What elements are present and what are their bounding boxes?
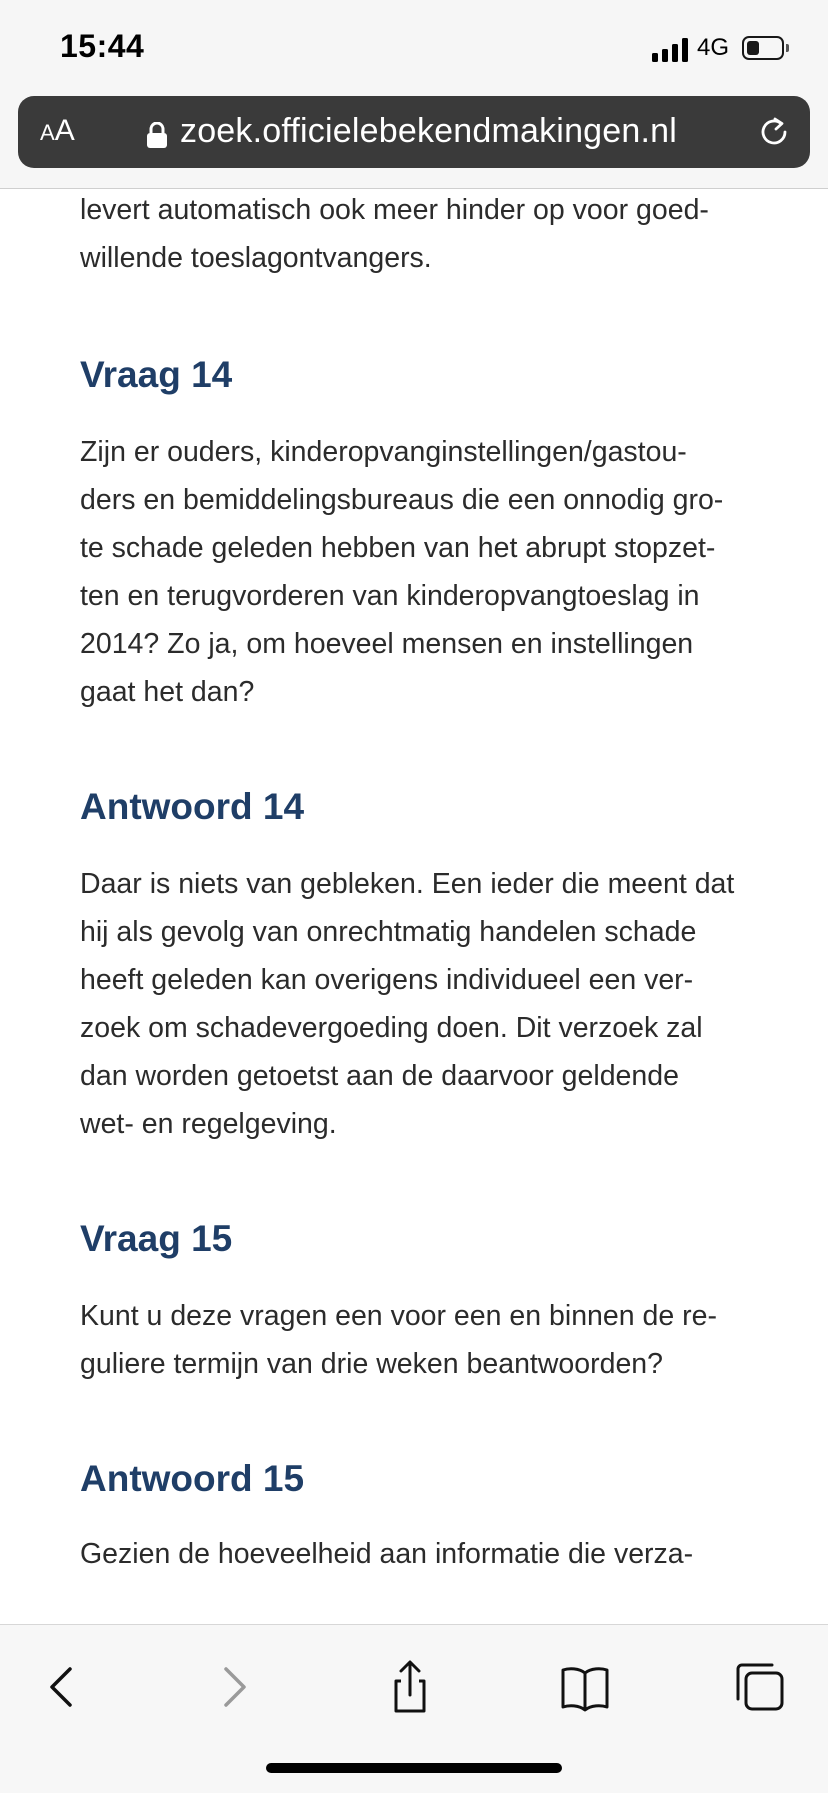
network-label: 4G — [697, 34, 730, 61]
reload-icon[interactable] — [756, 114, 792, 150]
back-icon[interactable] — [32, 1659, 92, 1715]
vraag-14-text: Zijn er ouders, kinderopvanginstellingen/gastou- ders en bemiddelingsbureaus die een onnodig gro- te schade geleden hebben van het abrupt stopzet- ten en terugvorderen van kinderopvangtoeslag in 2014? Zo ja, om hoeveel mensen en instellingen gaat het dan? — [80, 436, 724, 708]
intro-paragraph: levert automatisch ook meer hinder op voor goed- willende toeslagontvangers. — [80, 194, 709, 274]
reader-settings-button[interactable]: AA — [40, 114, 75, 147]
book-icon[interactable] — [555, 1659, 615, 1715]
document-content — [80, 170, 760, 1578]
forward-icon[interactable] — [204, 1659, 264, 1715]
vraag-15-text: Kunt u deze vragen een voor een en binnen de re- guliere termijn van drie weken beantwoorden? — [80, 1300, 717, 1380]
antwoord-14-text: Daar is niets van gebleken. Een ieder die meent dat hij als gevolg van onrechtmatig handelen schade heeft geleden kan overigens individueel een ver- zoek om schadevergoeding doen. Dit verzoek zal dan worden getoetst aan de daarvoor geldende wet- en regelgeving. — [80, 868, 735, 1140]
antwoord-15-text: Gezien de hoeveelheid aan informatie die verza- — [80, 1538, 694, 1570]
url-text[interactable]: zoek.officielebekendmakingen.nl — [180, 112, 678, 150]
battery-cap — [786, 44, 789, 52]
tabs-icon[interactable] — [730, 1659, 790, 1715]
status-time: 15:44 — [60, 28, 145, 64]
status-bar — [0, 0, 828, 96]
home-indicator — [266, 1763, 562, 1773]
antwoord-15-heading: Antwoord 15 — [80, 1458, 305, 1499]
url-bar[interactable] — [18, 96, 810, 168]
signal-icon — [652, 38, 690, 62]
vraag-15-heading: Vraag 15 — [80, 1218, 233, 1259]
lock-icon — [146, 122, 168, 148]
antwoord-14-heading: Antwoord 14 — [80, 786, 305, 827]
battery-icon — [742, 36, 784, 60]
vraag-14-heading: Vraag 14 — [80, 354, 233, 395]
share-icon[interactable] — [380, 1659, 440, 1715]
